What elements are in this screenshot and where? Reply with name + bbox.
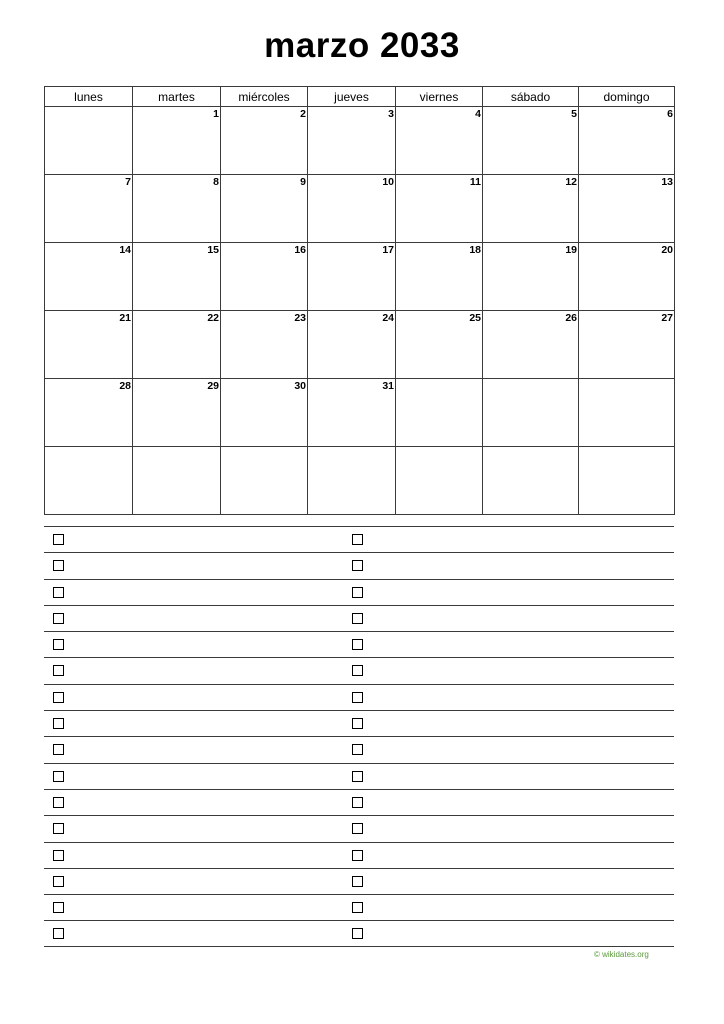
checklist-row	[44, 763, 674, 789]
checkbox-icon[interactable]	[352, 665, 363, 676]
day-cell	[579, 243, 675, 311]
weekday-header: jueves	[308, 87, 396, 107]
week-row	[45, 243, 675, 311]
day-number: 12	[565, 176, 577, 188]
day-cell	[308, 107, 396, 175]
day-cell	[308, 243, 396, 311]
day-cell	[45, 311, 133, 379]
day-cell	[45, 447, 133, 515]
weekday-header: sábado	[483, 87, 579, 107]
checkbox-icon[interactable]	[53, 902, 64, 913]
checkbox-icon[interactable]	[53, 692, 64, 703]
day-number: 21	[119, 312, 131, 324]
day-number: 10	[382, 176, 394, 188]
checkbox-icon[interactable]	[53, 534, 64, 545]
day-number: 15	[207, 244, 219, 256]
day-cell	[221, 311, 308, 379]
day-number	[481, 387, 482, 388]
day-number: 31	[382, 380, 394, 392]
day-number: 4	[475, 108, 481, 120]
checklist-row	[44, 657, 674, 683]
checklist-row	[44, 920, 674, 946]
week-row	[45, 447, 675, 515]
week-row	[45, 175, 675, 243]
day-number	[577, 455, 578, 456]
day-number	[306, 455, 307, 456]
day-number: 27	[661, 312, 673, 324]
day-cell	[396, 379, 483, 447]
day-number: 26	[565, 312, 577, 324]
checkbox-icon[interactable]	[53, 639, 64, 650]
day-number: 1	[213, 108, 219, 120]
checklist	[44, 526, 674, 947]
checkbox-icon[interactable]	[352, 823, 363, 834]
checkbox-icon[interactable]	[352, 692, 363, 703]
day-number: 29	[207, 380, 219, 392]
checkbox-icon[interactable]	[53, 665, 64, 676]
day-cell	[308, 175, 396, 243]
day-number: 11	[469, 176, 481, 188]
checklist-row	[44, 842, 674, 868]
day-number: 23	[294, 312, 306, 324]
day-cell	[396, 175, 483, 243]
day-cell	[483, 243, 579, 311]
day-cell	[308, 379, 396, 447]
day-cell	[396, 243, 483, 311]
checklist-row	[44, 868, 674, 894]
checkbox-icon[interactable]	[53, 744, 64, 755]
weekday-header: lunes	[45, 87, 133, 107]
day-cell	[396, 311, 483, 379]
checklist-row	[44, 631, 674, 657]
day-number: 30	[294, 380, 306, 392]
day-cell	[579, 311, 675, 379]
day-number	[673, 387, 674, 388]
calendar-grid	[44, 86, 675, 515]
day-number	[481, 455, 482, 456]
day-cell	[483, 175, 579, 243]
day-cell	[45, 107, 133, 175]
checklist-row	[44, 894, 674, 920]
day-number: 14	[119, 244, 131, 256]
day-cell	[483, 107, 579, 175]
day-number	[131, 455, 132, 456]
checkbox-icon[interactable]	[352, 928, 363, 939]
day-cell	[483, 447, 579, 515]
day-cell	[45, 379, 133, 447]
day-number: 2	[300, 108, 306, 120]
checklist-row	[44, 736, 674, 762]
day-number: 25	[469, 312, 481, 324]
day-cell	[221, 379, 308, 447]
week-row	[45, 311, 675, 379]
day-cell	[45, 175, 133, 243]
day-cell	[579, 175, 675, 243]
day-number: 18	[469, 244, 481, 256]
checkbox-icon[interactable]	[352, 797, 363, 808]
day-cell	[45, 243, 133, 311]
day-number: 6	[667, 108, 673, 120]
weekday-header: domingo	[579, 87, 675, 107]
checkbox-icon[interactable]	[53, 587, 64, 598]
checkbox-icon[interactable]	[352, 876, 363, 887]
day-number	[394, 455, 395, 456]
checklist-row	[44, 526, 674, 552]
day-cell	[308, 311, 396, 379]
day-number: 5	[571, 108, 577, 120]
checkbox-icon[interactable]	[352, 850, 363, 861]
checkbox-icon[interactable]	[53, 823, 64, 834]
day-number: 8	[213, 176, 219, 188]
day-number: 16	[294, 244, 306, 256]
checkbox-icon[interactable]	[53, 613, 64, 624]
checkbox-icon[interactable]	[53, 850, 64, 861]
day-number: 17	[382, 244, 394, 256]
checklist-row	[44, 789, 674, 815]
day-number: 19	[565, 244, 577, 256]
day-cell	[579, 379, 675, 447]
day-cell	[221, 175, 308, 243]
checkbox-icon[interactable]	[352, 534, 363, 545]
day-number	[673, 455, 674, 456]
day-cell	[221, 447, 308, 515]
day-number: 22	[207, 312, 219, 324]
day-cell	[133, 107, 221, 175]
checkbox-icon[interactable]	[352, 771, 363, 782]
day-cell	[221, 107, 308, 175]
checklist-row	[44, 684, 674, 710]
checkbox-icon[interactable]	[53, 771, 64, 782]
checklist-row	[44, 579, 674, 605]
day-number: 20	[661, 244, 673, 256]
day-cell	[396, 447, 483, 515]
day-number: 24	[382, 312, 394, 324]
day-cell	[308, 447, 396, 515]
checkbox-icon[interactable]	[53, 560, 64, 571]
day-cell	[133, 175, 221, 243]
day-number: 9	[300, 176, 306, 188]
day-cell	[133, 447, 221, 515]
day-cell	[133, 311, 221, 379]
day-cell	[221, 243, 308, 311]
day-number	[219, 455, 220, 456]
day-number	[577, 387, 578, 388]
day-number: 13	[661, 176, 673, 188]
checkbox-icon[interactable]	[352, 902, 363, 913]
checkbox-icon[interactable]	[352, 613, 363, 624]
checkbox-icon[interactable]	[352, 639, 363, 650]
footer-credit: © wikidates.org	[594, 950, 649, 959]
weekday-header: viernes	[396, 87, 483, 107]
checklist-row	[44, 552, 674, 578]
day-number: 7	[125, 176, 131, 188]
checkbox-icon[interactable]	[53, 876, 64, 887]
week-row	[45, 379, 675, 447]
page-title: marzo 2033	[264, 26, 460, 65]
day-cell	[483, 311, 579, 379]
day-cell	[396, 107, 483, 175]
weekday-header: miércoles	[221, 87, 308, 107]
day-cell	[579, 107, 675, 175]
checkbox-icon[interactable]	[53, 797, 64, 808]
day-cell	[133, 243, 221, 311]
checkbox-icon[interactable]	[352, 718, 363, 729]
checkbox-icon[interactable]	[53, 928, 64, 939]
day-number	[131, 115, 132, 116]
weekday-header-row	[45, 87, 675, 107]
day-cell	[133, 379, 221, 447]
checkbox-icon[interactable]	[352, 587, 363, 598]
day-number: 28	[119, 380, 131, 392]
day-cell	[579, 447, 675, 515]
day-cell	[483, 379, 579, 447]
checkbox-icon[interactable]	[53, 718, 64, 729]
checklist-row	[44, 605, 674, 631]
day-number: 3	[388, 108, 394, 120]
checklist-row	[44, 815, 674, 841]
weekday-header: martes	[133, 87, 221, 107]
checkbox-icon[interactable]	[352, 744, 363, 755]
checklist-row	[44, 710, 674, 736]
week-row	[45, 107, 675, 175]
checkbox-icon[interactable]	[352, 560, 363, 571]
